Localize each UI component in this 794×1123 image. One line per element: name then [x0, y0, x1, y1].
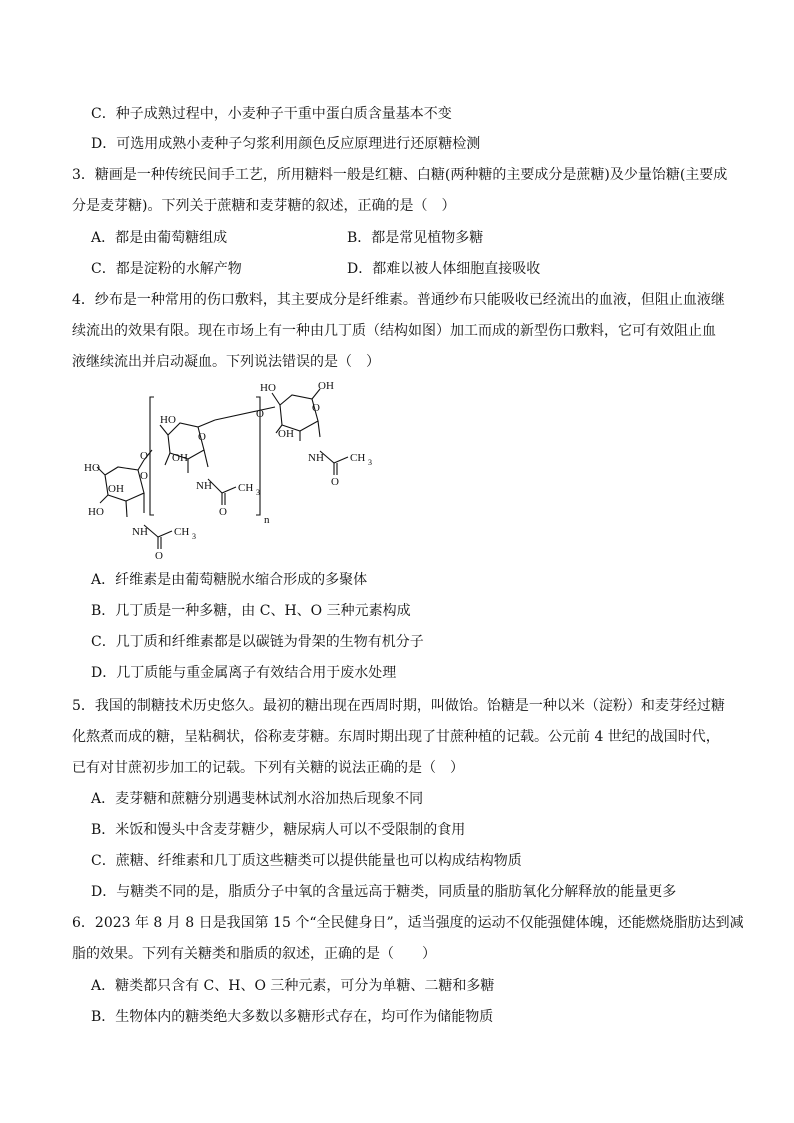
label-ho: HO	[84, 462, 100, 474]
q3-option-d: D．都难以被人体细胞直接吸收	[347, 261, 541, 277]
q5-option-c: C．蔗糖、纤维素和几丁质这些糖类可以提供能量也可以构成结构物质	[91, 853, 522, 869]
label-sub-3: 3	[192, 532, 196, 541]
q6-stem-line1: 6．2023 年 8 月 8 日是我国第 15 个“全民健身日”，适当强度的运动不仅能强健体魄，还能燃烧脂肪达到减	[72, 915, 744, 931]
q5-stem-line1: 5．我国的制糖技术历史悠久。最初的糖出现在西周时期，叫做饴。饴糖是一种以米（淀粉）和麦芽经过糖	[72, 698, 725, 714]
label-carbonyl-o: O	[219, 506, 227, 518]
q3-option-a: A．都是由葡萄糖组成	[91, 230, 228, 246]
q5-stem-line3: 已有对甘蔗初步加工的记载。下列有关糖的说法正确的是（ ）	[72, 760, 464, 776]
q3-option-c: C．都是淀粉的水解产物	[91, 261, 242, 277]
q4-stem-line3: 液继续流出并启动凝血。下列说法错误的是（ ）	[72, 354, 380, 370]
label-bridge-o: O	[256, 408, 264, 420]
label-bridge-o: O	[140, 450, 148, 462]
label-sub-3: 3	[368, 458, 372, 467]
q5-stem-line2: 化熬煮而成的糖，呈粘稠状，俗称麦芽糖。东周时期出现了甘蔗种植的记载。公元前 4 世纪的战国时代，	[72, 729, 720, 745]
q3-stem-line2: 分是麦芽糖)。下列关于蔗糖和麦芽糖的叙述，正确的是（ ）	[72, 198, 456, 214]
q2-option-d: D．可选用成熟小麦种子匀浆利用颜色反应原理进行还原糖检测	[91, 136, 481, 152]
q4-stem-line1: 4．纱布是一种常用的伤口敷料，其主要成分是纤维素。普通纱布只能吸收已经流出的血液，但阻止血液继	[72, 292, 725, 308]
q4-stem-line2: 续流出的效果有限。现在市场上有一种由几丁质（结构如图）加工而成的新型伤口敷料，它可有效阻止血	[72, 323, 716, 339]
q6-option-a: A．糖类都只含有 C、H、O 三种元素，可分为单糖、二糖和多糖	[91, 978, 495, 994]
label-ch: CH	[238, 482, 254, 494]
q4-option-d: D．几丁质能与重金属离子有效结合用于废水处理	[91, 665, 397, 681]
q6-option-b: B．生物体内的糖类绝大多数以多糖形式存在，均可作为储能物质	[91, 1009, 494, 1025]
q5-option-d: D．与糖类不同的是，脂质分子中氧的含量远高于糖类，同质量的脂肪氧化分解释放的能量更多	[91, 884, 677, 900]
label-ring-o: O	[312, 402, 320, 414]
label-repeat-n: n	[264, 514, 270, 526]
label-oh: OH	[172, 452, 188, 464]
label-ch: CH	[174, 526, 190, 538]
label-ho: HO	[88, 506, 104, 518]
label-oh: OH	[278, 428, 294, 440]
label-oh: OH	[108, 483, 124, 495]
q5-option-b: B．米饭和馒头中含麦芽糖少，糖尿病人可以不受限制的食用	[91, 822, 466, 838]
label-sub-3: 3	[256, 488, 260, 497]
q3-option-b: B．都是常见植物多糖	[347, 230, 484, 246]
label-ring-o: O	[198, 431, 206, 443]
label-ho: HO	[260, 382, 276, 394]
label-nh: NH	[132, 526, 148, 538]
label-nh: NH	[196, 480, 212, 492]
q3-stem-line1: 3．糖画是一种传统民间手工艺，所用糖料一般是红糖、白糖(两种糖的主要成分是蔗糖)及少量饴糖(主要成	[72, 167, 728, 183]
label-ring-o: O	[140, 470, 148, 482]
q4-option-a: A．纤维素是由葡萄糖脱水缩合形成的多聚体	[91, 572, 368, 588]
q2-option-c: C．种子成熟过程中，小麦种子干重中蛋白质含量基本不变	[91, 106, 452, 122]
label-oh: OH	[318, 380, 334, 392]
q4-option-b: B．几丁质是一种多糖，由 C、H、O 三种元素构成	[91, 603, 411, 619]
label-carbonyl-o: O	[331, 476, 339, 488]
label-ch: CH	[350, 452, 366, 464]
chitin-structure-figure	[80, 375, 380, 560]
label-carbonyl-o: O	[155, 550, 163, 560]
q5-option-a: A．麦芽糖和蔗糖分别遇斐林试剂水浴加热后现象不同	[91, 791, 424, 807]
q4-option-c: C．几丁质和纤维素都是以碳链为骨架的生物有机分子	[91, 634, 424, 650]
label-ho: HO	[160, 414, 176, 426]
label-nh: NH	[308, 452, 324, 464]
q6-stem-line2: 脂的效果。下列有关糖类和脂质的叙述，正确的是（ ）	[72, 946, 436, 962]
